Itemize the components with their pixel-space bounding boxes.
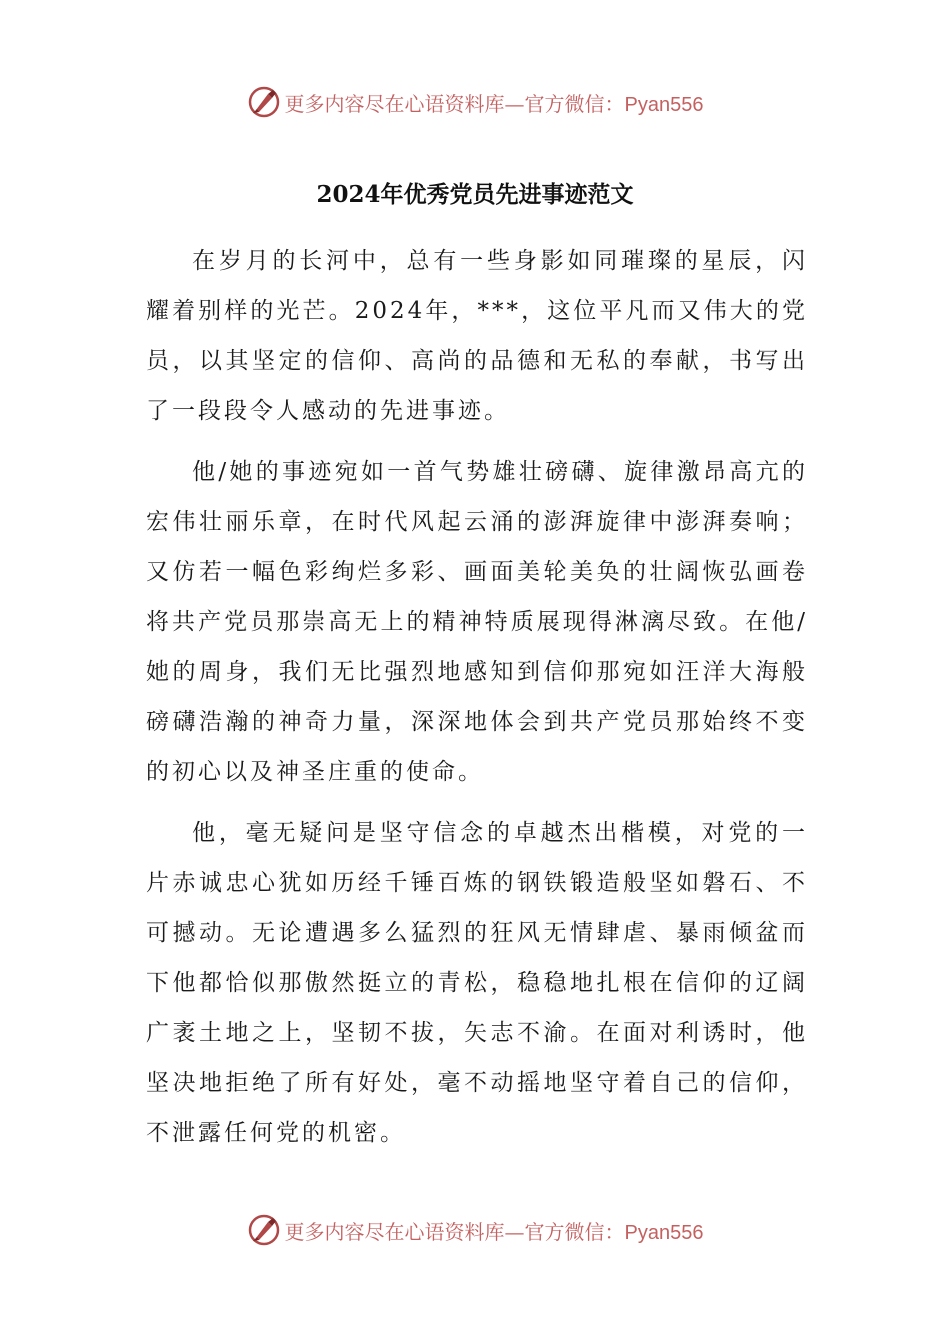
- document-title: 2024年优秀党员先进事迹范文: [316, 181, 634, 208]
- footer-wechat-id: Pyan556: [624, 1221, 704, 1244]
- footer-banner-text: 更多内容尽在心语资料库—官方微信：Pyan556: [284, 1219, 704, 1244]
- header-banner: [0, 82, 950, 122]
- header-wechat-id: Pyan556: [624, 93, 704, 116]
- footer-banner: [0, 1210, 950, 1250]
- paragraph-2: 他/她的事迹宛如一首气势雄壮磅礴、旋律激昂高亢的宏伟壮丽乐章，在时代风起云涌的澎湃旋律中澎湃奏响；又仿若一幅色彩绚烂多彩、画面美轮美奂的壮阔恢弘画卷将共产党员那崇高无上的精神特质展现得淋漓尽致。在他/她的周身，我们无比强烈地感知到信仰那宛如汪洋大海般磅礴浩瀚的神奇力量，深深地体会到共产党员那始终不变的初心以及神圣庄重的使命。: [146, 459, 808, 785]
- pen-nib-logo-icon: [247, 1213, 281, 1247]
- paragraph-3: 他，毫无疑问是坚守信念的卓越杰出楷模，对党的一片赤诚忠心犹如历经千锤百炼的钢铁锻造般坚如磐石、不可撼动。无论遭遇多么猛烈的狂风无情肆虐、暴雨倾盆而下他都恰似那傲然挺立的青松，稳稳地扎根在信仰的辽阔广袤土地之上，坚韧不拔，矢志不渝。在面对利诱时，他坚决地拒绝了所有好处，毫不动摇地坚守着自己的信仰，不泄露任何党的机密。: [146, 820, 808, 1146]
- paragraph-1: 在岁月的长河中，总有一些身影如同璀璨的星辰，闪耀着别样的光芒。2024年，***，这位平凡而又伟大的党员，以其坚定的信仰、高尚的品德和无私的奉献，书写出了一段段令人感动的先进事迹。: [146, 248, 808, 424]
- document-body: [146, 236, 808, 1169]
- header-banner-text: 更多内容尽在心语资料库—官方微信：Pyan556: [284, 91, 704, 116]
- pen-nib-logo-icon: [247, 85, 281, 119]
